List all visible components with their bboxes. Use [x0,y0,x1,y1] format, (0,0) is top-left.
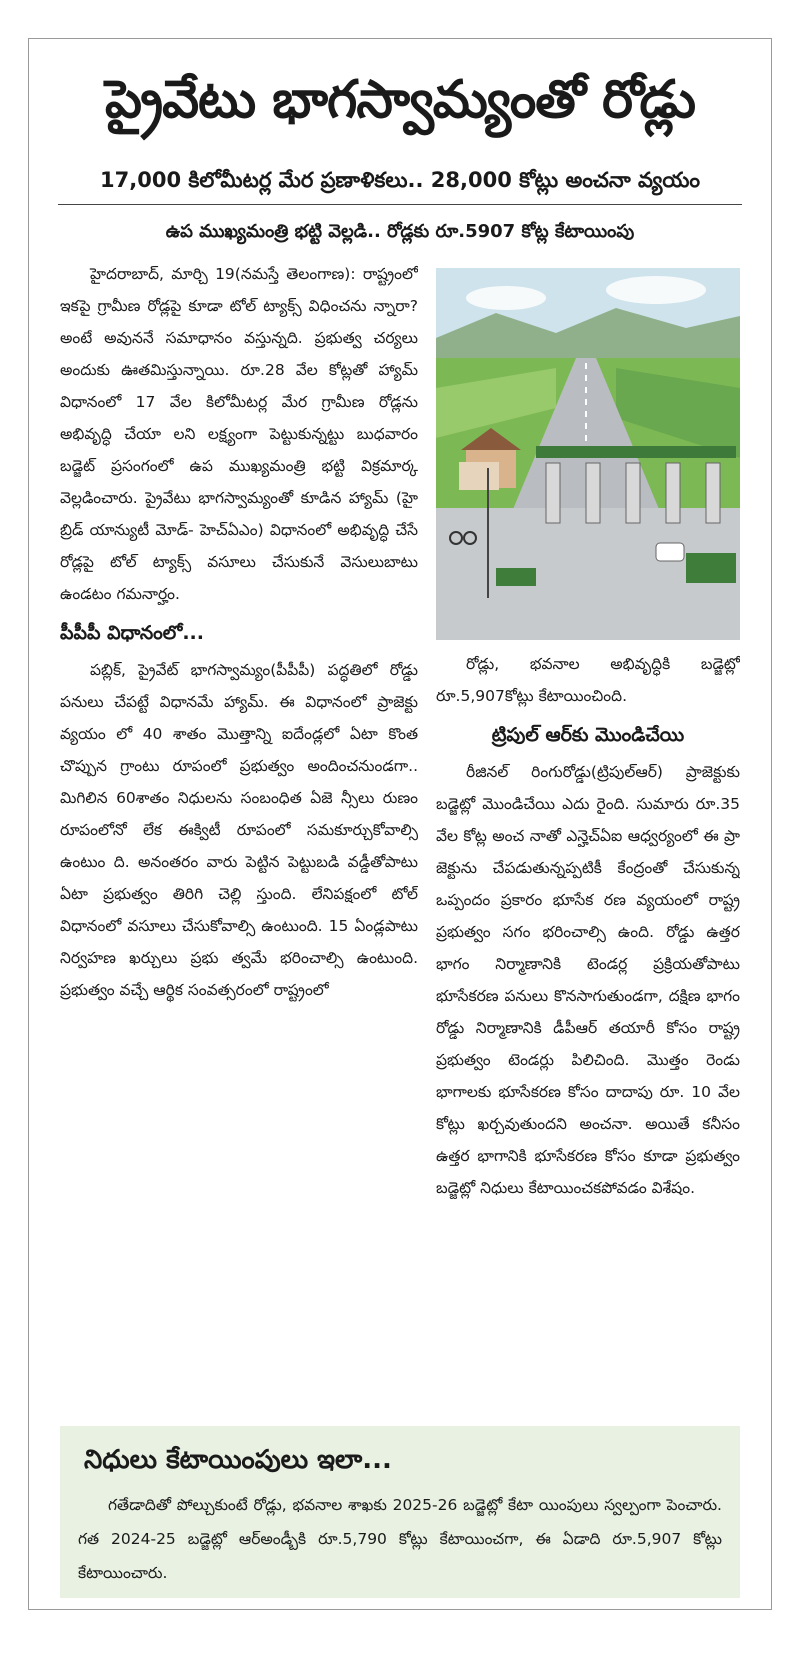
allocations-box [60,1426,740,1598]
toll-plaza-image [436,268,740,640]
section-heading-ppp: పీపీపీ విధానంలో... [60,622,204,644]
right-paragraph-2: రీజినల్ రింగురోడ్డు(ట్రిపుల్ఆర్) ప్రాజెక్టుకు బడ్జెట్లో మొండిచేయి ఎదు రైంది. సుమారు రూ.35 వేల కోట్ల అంచ నాతో ఎన్హెచ్ఏఐ ఆధ్వర్యంలో ఈ ప్రా జెక్టును చేపడుతున్నప్పటికీ కేంద్రంతో చేసుకున్న ఒప్పందం ప్రకారం భూసేక రణ వ్యయంలో రాష్ట్ర ప్రభుత్వం సగం భరించాల్సి ఉంది. రోడ్డు ఉత్తర భాగం నిర్మాణానికి టెండర్ల ప్రక్రియతోపాటు భూసేకరణ పనులు కొనసాగుతుండగా, దక్షిణ భాగం రోడ్డు నిర్మాణానికి డీపీఆర్ తయారీ కోసం రాష్ట్ర ప్రభుత్వం టెండర్లు పిలిచింది. మొత్తం రెండు భాగాలకు భూసేకరణ కోసం దాదాపు రూ. 10 వేల కోట్లు ఖర్చవుతుందని అంచనా. అయితే కనీసం ఉత్తర భాగానికి భూసేకరణ కోసం కూడా ప్రభుత్వం బడ్జెట్లో నిధులు కేటాయించకపోవడం విశేషం. [436,763,740,1197]
left-column [60,258,418,1418]
allocations-title: నిధులు కేటాయింపులు ఇలా... [84,1445,392,1475]
right-column [436,648,740,1420]
left-paragraph-2: పబ్లిక్, ప్రైవేట్ భాగస్వామ్యం(పీపీపీ) పద్ధతిలో రోడ్డు పనులు చేపట్టే విధానమే హ్యామ్. ఈ విధానంలో ప్రాజెక్టు వ్యయం లో 40 శాతం మొత్తాన్ని ఐదేండ్లలో ఏటా కొంత చొప్పున గ్రాంటు రూపంలో ప్రభుత్వం అందించనుండగా.. మిగిలిన 60శాతం నిధులను సంబంధిత ఏజె న్సీలు రుణం రూపంలోనో లేక ఈక్విటీ రూపంలో సమకూర్చుకోవాల్సి ఉంటుం ది. అనంతరం వారు పెట్టిన పెట్టుబడి వడ్డీతోపాటు ఏటా ప్రభుత్వం తిరిగి చెల్లి స్తుంది. లేనిపక్షంలో టోల్ విధానంలో వసూలు చేసుకోవాల్సి ఉంటుంది. 15 ఏండ్లపాటు నిర్వహణ ఖర్చులు ప్రభు త్వమే భరించాల్సి ఉంటుంది. ప్రభుత్వం వచ్చే ఆర్థిక సంవత్సరంలో రాష్ట్రంలో [60,661,418,999]
right-paragraph-1: రోడ్లు, భవనాల అభివృద్ధికి బడ్జెట్లో రూ.5,907కోట్లు కేటాయించింది. [436,655,740,705]
section-heading-rrr: ట్రిపుల్ ఆర్‌కు మొండిచేయి [491,724,685,746]
toll-plaza-illustration [436,268,740,640]
headline: ప్రైవేటు భాగస్వామ్యంతో రోడ్లు [105,70,695,130]
deck: ఉప ముఖ్యమంత్రి భట్టి వెల్లడి.. రోడ్లకు రూ.5907 కోట్ల కేటాయింపు [165,221,635,242]
divider [58,204,742,205]
subheadline: 17,000 కిలోమీటర్ల మేర ప్రణాళికలు.. 28,000 కోట్లు అంచనా వ్యయం [100,168,700,192]
left-paragraph-1: హైదరాబాద్, మార్చి 19(నమస్తే తెలంగాణ): రాష్ట్రంలో ఇకపై గ్రామీణ రోడ్లపై కూడా టోల్ ట్యాక్స్ విధించను న్నారా? అంటే అవుననే సమాధానం వస్తున్నది. ప్రభుత్వ చర్యలు అందుకు ఊతమిస్తున్నాయి. రూ.28 వేల కోట్లతో హ్యామ్ విధానంలో 17 వేల కిలోమీటర్ల మేర గ్రామీణ రోడ్లను అభివృద్ధి చేయా లని లక్ష్యంగా పెట్టుకున్నట్టు బుధవారం బడ్జెట్ ప్రసంగంలో ఉప ముఖ్యమంత్రి భట్టి విక్రమార్క వెల్లడించారు. ప్రైవేటు భాగస్వామ్యంతో కూడిన హ్యామ్ (హై బ్రిడ్ యాన్యుటీ మోడ్- హెచ్ఏఎం) విధానంలో అభివృద్ధి చేసే రోడ్లపై టోల్ ట్యాక్స్ వసూలు చేసుకునే వెసులుబాటు ఉండటం గమనార్హం. [60,265,418,603]
allocations-body: గతేడాదితో పోల్చుకుంటే రోడ్లు, భవనాల శాఖకు 2025-26 బడ్జెట్లో కేటా యింపులు స్వల్పంగా పెంచారు. గత 2024-25 బడ్జెట్లో ఆర్అండ్బీకి రూ.5,790 కోట్లు కేటాయించగా, ఈ ఏడాది రూ.5,907 కోట్లు కేటాయించారు. [78,1496,722,1582]
